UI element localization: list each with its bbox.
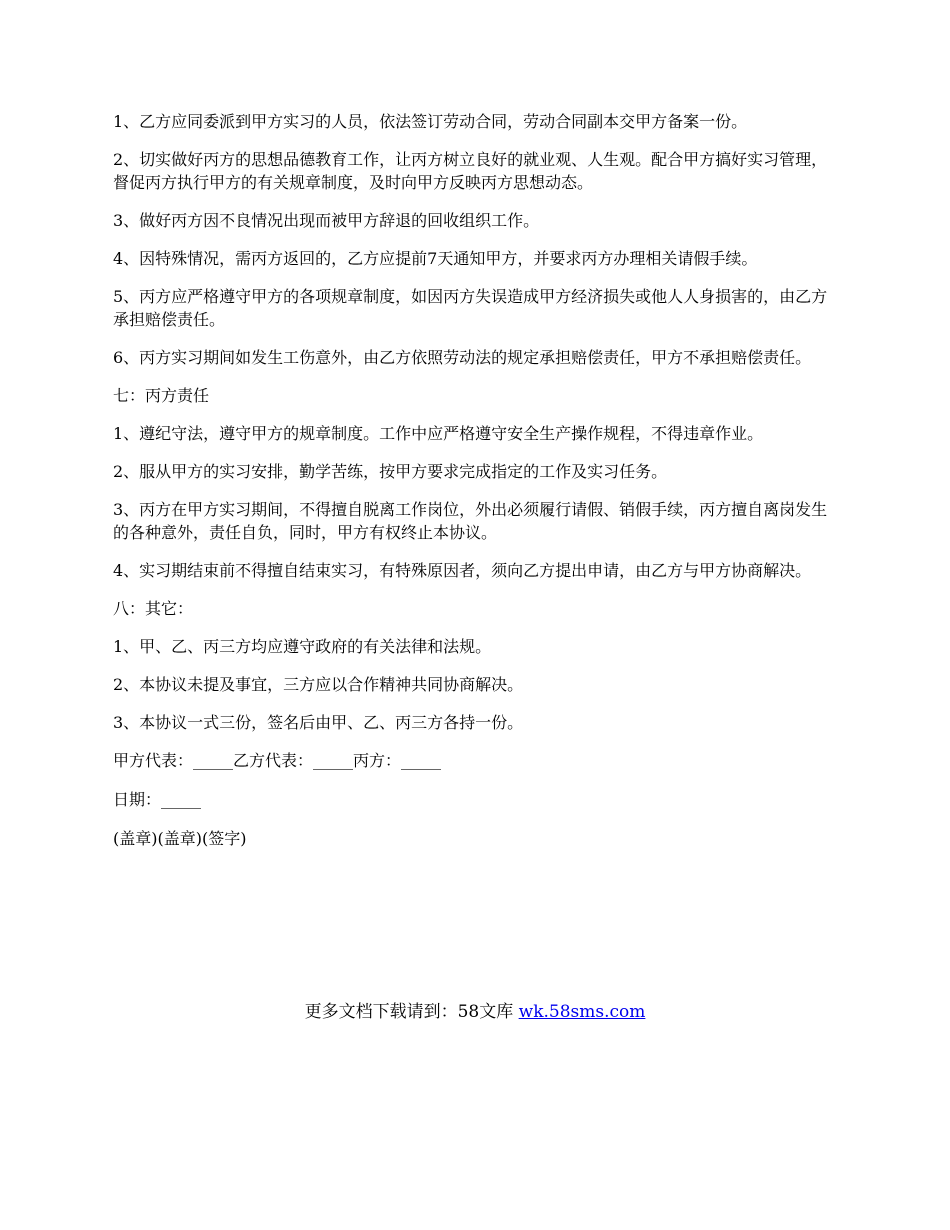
clause-b-1: 1、乙方应同委派到甲方实习的人员，依法签订劳动合同，劳动合同副本交甲方备案一份。	[113, 112, 748, 131]
party-c-label: 丙方：	[353, 751, 402, 770]
party-b-blank: _____	[313, 751, 354, 770]
footer	[0, 1000, 950, 1024]
clause-c-2: 2、服从甲方的实习安排，勤学苦练，按甲方要求完成指定的工作及实习任务。	[113, 462, 668, 481]
document-body	[113, 110, 843, 866]
party-a-blank: _____	[193, 751, 234, 770]
clause-b-5: 5、丙方应严格遵守甲方的各项规章制度，如因丙方失误造成甲方经济损失或他人人身损害的，由乙方承担赔偿责任。	[113, 287, 828, 329]
party-c-blank: _____	[401, 751, 442, 770]
clause-b-3: 3、做好丙方因不良情况出现而被甲方辞退的回收组织工作。	[113, 211, 540, 230]
party-b-label: 乙方代表：	[233, 751, 314, 770]
section-heading-7: 七：丙方责任	[113, 386, 210, 405]
clause-other-1: 1、甲、乙、丙三方均应遵守政府的有关法律和法规。	[113, 637, 492, 656]
clause-b-6: 6、丙方实习期间如发生工伤意外，由乙方依照劳动法的规定承担赔偿责任，甲方不承担赔偿责任。	[113, 348, 812, 367]
clause-other-2: 2、本协议未提及事宜，三方应以合作精神共同协商解决。	[113, 675, 524, 694]
section-heading-8: 八：其它：	[113, 599, 194, 618]
clause-b-2: 2、切实做好丙方的思想品德教育工作，让丙方树立良好的就业观、人生观。配合甲方搞好实习管理，督促丙方执行甲方的有关规章制度，及时向甲方反映丙方思想动态。	[113, 150, 828, 192]
party-a-label: 甲方代表：	[113, 751, 194, 770]
footer-link[interactable]: wk.58sms.com	[518, 1002, 646, 1022]
seal-line: (盖章)(盖章)(签字)	[113, 829, 247, 848]
clause-c-3: 3、丙方在甲方实习期间，不得擅自脱离工作岗位，外出必须履行请假、销假手续，丙方擅自离岗发生的各种意外，责任自负，同时，甲方有权终止本协议。	[113, 500, 828, 542]
clause-c-4: 4、实习期结束前不得擅自结束实习，有特殊原因者，须向乙方提出申请，由乙方与甲方协商解决。	[113, 561, 812, 580]
date-label: 日期：	[113, 790, 162, 809]
clause-b-4: 4、因特殊情况，需丙方返回的，乙方应提前7天通知甲方，并要求丙方办理相关请假手续。	[113, 249, 758, 268]
clause-other-3: 3、本协议一式三份，签名后由甲、乙、丙三方各持一份。	[113, 713, 524, 732]
date-blank: _____	[161, 790, 202, 809]
clause-c-1: 1、遵纪守法，遵守甲方的规章制度。工作中应严格遵守安全生产操作规程，不得违章作业。	[113, 424, 764, 443]
footer-text: 更多文档下载请到：58文库	[304, 1002, 519, 1022]
signature-line	[113, 749, 843, 772]
date-line	[113, 788, 843, 811]
